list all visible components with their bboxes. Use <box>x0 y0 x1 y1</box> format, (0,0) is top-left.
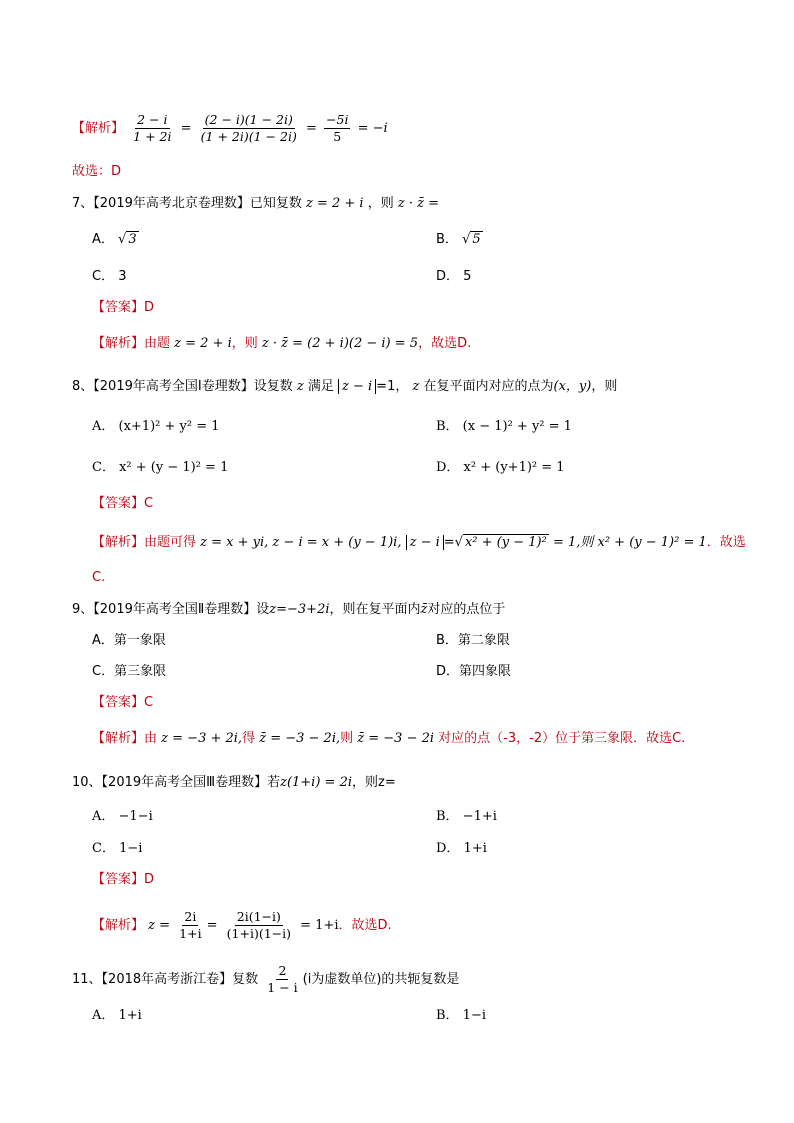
q11-option-a: A． 1+i <box>92 1008 142 1023</box>
q9-answer: 【答案】C <box>92 695 154 710</box>
q10-option-b: B． −1+i <box>436 809 497 824</box>
q9-option-a: A．第一象限 <box>92 633 166 648</box>
q9-stem: 9、【2019年高考全国Ⅱ卷理数】设z=−3+2i，则在复平面内z̄对应的点位于 <box>72 602 506 617</box>
q8-option-c: C． x² + (y − 1)² = 1 <box>92 460 229 475</box>
q8-answer: 【答案】C <box>92 496 154 511</box>
q9-option-b: B．第二象限 <box>436 633 510 648</box>
q10-fraction-2: $\frac{2i(1-i)}{(1+i)(1-i)}$ <box>226 909 292 941</box>
q10-fraction-1: $\frac{2i}{1+i}$ <box>179 909 202 941</box>
q8-option-b: B． (x − 1)² + y² = 1 <box>436 419 572 434</box>
q9-option-c: C．第三象限 <box>92 664 167 679</box>
intro-jiexi-line: 【解析】 $\frac{2 - i}{1 + 2i}$ = $\frac{(2 - i)(1 - 2i)}{(1 + 2i)(1 - 2i)}$ = $\frac{-5i}{5}$ = −i <box>72 112 388 144</box>
intro-result: = −i <box>357 121 388 136</box>
q10-option-a: A． −1−i <box>92 809 153 824</box>
sqrt-icon: √ x² + (y − 1)² <box>454 535 547 550</box>
sqrt-icon: √ 3 <box>118 232 137 247</box>
q7-option-b: B． √ 5 <box>436 232 481 247</box>
q9-option-d: D．第四象限 <box>436 664 512 679</box>
q8-jiexi: 【解析】由题可得 z = x + yi, z − i = x + (y − 1)i, z − i =√ x² + (y − 1)² = 1,则 x² + (y − 1)² = 1．故选 <box>92 535 746 550</box>
sqrt-icon: √ 5 <box>462 232 481 247</box>
intro-choose: 故选：D <box>72 164 122 179</box>
q8-jiexi-cont: C. <box>92 570 106 585</box>
q10-stem: 10、【2019年高考全国Ⅲ卷理数】若z(1+i) = 2i，则z= <box>72 775 396 790</box>
intro-fraction-3: $\frac{-5i}{5}$ <box>326 112 349 144</box>
q7-option-d: D． 5 <box>436 269 472 284</box>
q9-jiexi: 【解析】由 z = −3 + 2i,得 z̄ = −3 − 2i,则 z̄ = −3 − 2i 对应的点（-3，-2）位于第三象限．故选C. <box>92 731 686 746</box>
q7-stem: 7、【2019年高考北京卷理数】已知复数 z = 2 + i ，则 z · z̄ = <box>72 196 440 211</box>
q8-stem: 8、【2019年高考全国Ⅰ卷理数】设复数 z 满足 z − i =1， z 在复平面内对应的点为(x，y)，则 <box>72 379 618 394</box>
intro-fraction-1: $\frac{2 - i}{1 + 2i}$ <box>133 112 172 144</box>
q10-option-c: C． 1−i <box>92 841 143 856</box>
intro-fraction-2: $\frac{(2 - i)(1 - 2i)}{(1 + 2i)(1 - 2i)}$ <box>200 112 297 144</box>
q7-answer: 【答案】D <box>92 300 155 315</box>
jiexi-tag: 【解析】 <box>72 121 125 136</box>
q11-fraction: $\frac{2}{1 - i}$ <box>267 963 298 995</box>
q7-jiexi: 【解析】由题 z = 2 + i，则 z · z̄ = (2 + i)(2 − i) = 5，故选D. <box>92 336 472 351</box>
q7-option-a: A． √ 3 <box>92 232 137 247</box>
q8-option-d: D． x² + (y+1)² = 1 <box>436 460 565 475</box>
q7-option-c: C． 3 <box>92 269 127 284</box>
q10-jiexi: 【解析】 z = $\frac{2i}{1+i}$ = $\frac{2i(1-i)}{(1+i)(1-i)}$ = 1+i．故选D. <box>92 909 392 941</box>
q10-answer: 【答案】D <box>92 872 155 887</box>
q10-option-d: D． 1+i <box>436 841 487 856</box>
q11-option-b: B． 1−i <box>436 1008 487 1023</box>
q11-stem: 11、【2018年高考浙江卷】复数 $\frac{2}{1 - i}$ (i为虚数单位)的共轭复数是 <box>72 963 460 995</box>
q8-option-a: A． (x+1)² + y² = 1 <box>92 419 220 434</box>
